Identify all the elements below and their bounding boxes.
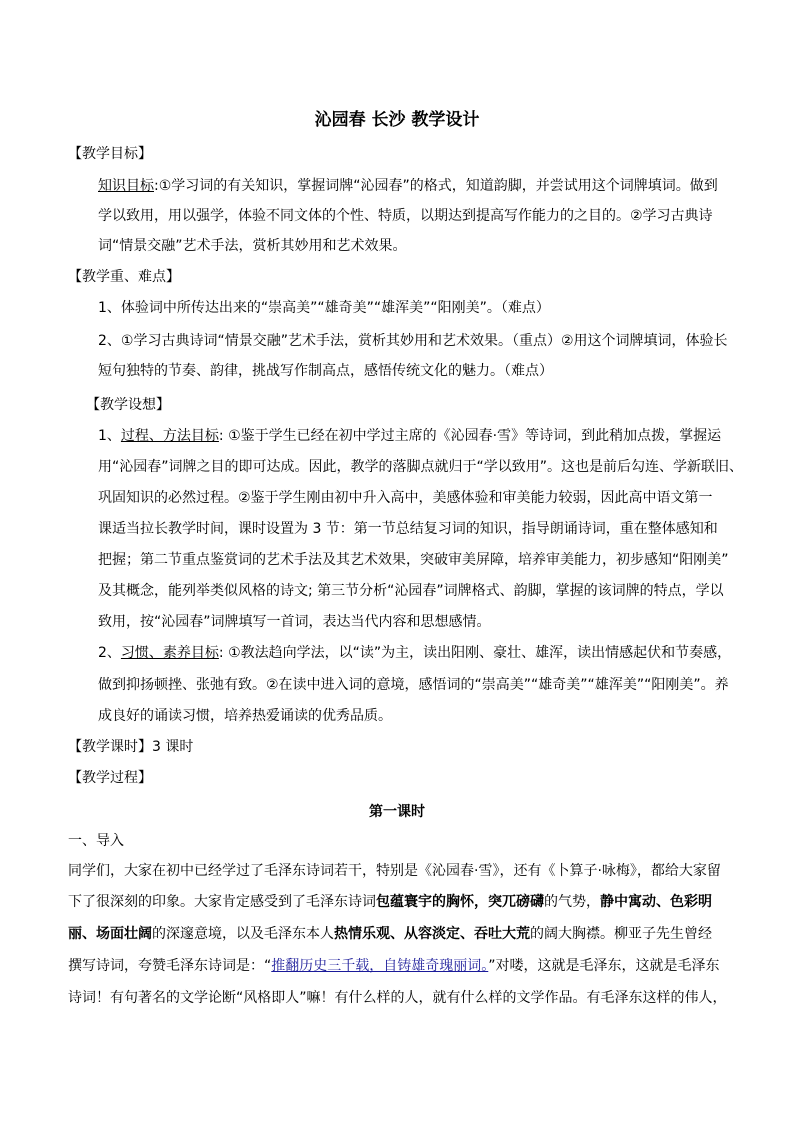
section-heading-hours: 【教学课时】3 课时: [68, 739, 194, 755]
design-1-prefix: 1、: [98, 428, 121, 444]
intro-bold-text: 热情乐观、从容淡定、吞吐大荒: [334, 926, 530, 942]
design-2-text: : ①教法趋向学法，以“读”为主，读出阳刚、豪壮、雄浑，读出情感起伏和节奏感，: [218, 645, 732, 661]
intro-heading: 一、导入: [68, 833, 124, 849]
section-heading-design: 【教学设想】: [86, 397, 170, 413]
intro-line-4: [68, 957, 720, 975]
intro-text: 下了很深刻的印象。大家肯定感受到了毛泽东诗词: [68, 894, 376, 910]
intro-text: 的阔大胸襟。柳亚子先生曾经: [530, 926, 712, 942]
intro-text: 撰写诗词，夸赞毛泽东诗词是：“: [68, 958, 272, 974]
design-1-line-1: [98, 427, 721, 445]
goals-line-3: 词“情景交融”艺术手法，赏析其妙用和艺术效果。: [98, 238, 407, 254]
goals-line-2: 学以致用，用以强学，体验不同文体的个性、特质，以期达到提高写作能力的之目的。②学习古典诗: [98, 208, 713, 224]
design-2-prefix: 2、: [98, 645, 121, 661]
intro-text: ”对喽，这就是毛泽东，这就是毛泽东: [488, 958, 720, 974]
key-point-1: 1、体验词中所传达出来的“崇高美”“雄奇美”“雄浑美”“阳刚美”。（难点）: [98, 300, 550, 316]
goals-label: 知识目标: [98, 178, 154, 194]
key-point-2-line-1: 2、①学习古典诗词“情景交融”艺术手法，赏析其妙用和艺术效果。（重点）②用这个词牌填词，体验长: [98, 333, 728, 349]
design-2-line-2: 做到抑扬顿挫、张弛有致。②在读中进入词的意境，感悟词的“崇高美”“雄奇美”“雄浑美”“阳刚美”。养: [98, 677, 729, 693]
intro-line-1: 同学们，大家在初中已经学过了毛泽东诗词若干，特别是《沁园春·雪》，还有《卜算子·咏梅》，都给大家留: [68, 863, 721, 879]
document-title: 沁园春 长沙 教学设计: [314, 110, 480, 130]
intro-quote-link[interactable]: 推翻历史三千载，自铸雄奇瑰丽词。: [271, 958, 489, 974]
design-1-line-5: 把握；第二节重点鉴赏词的艺术手法及其艺术效果，突破审美屏障，培养审美能力，初步感知“阳刚美”: [98, 552, 729, 568]
section-heading-goals: 【教学目标】: [68, 146, 152, 162]
design-1-label: 过程、方法目标: [120, 428, 219, 444]
intro-bold-text: 丽、场面壮阔: [68, 926, 152, 942]
design-1-line-6: 及其概念，能列举类似风格的诗文; 第三节分析“沁园春”词牌格式、韵脚，掌握的该词牌的特点，学以: [98, 583, 724, 599]
goals-line-1: [98, 177, 718, 195]
goals-text: :①学习词的有关知识，掌握词牌“沁园春”的格式，知道韵脚，并尝试用这个词牌填词。做到: [154, 178, 718, 194]
design-1-line-4: 课适当拉长教学时间，课时设置为 3 节：第一节总结复习词的知识，指导朗诵诗词，重在整体感知和: [98, 521, 718, 537]
design-2-label: 习惯、素养目标: [120, 645, 219, 661]
lesson-heading: 第一课时: [369, 804, 425, 820]
intro-bold-text: 静中寓动、色彩明: [600, 894, 712, 910]
design-2-line-3: 成良好的诵读习惯，培养热爱诵读的优秀品质。: [98, 708, 392, 724]
intro-line-2: [68, 893, 712, 911]
design-1-line-2: 用“沁园春”词牌之目的即可达成。因此，教学的落脚点就归于“学以致用”。这也是前后勾连、学新联旧、: [98, 459, 744, 475]
design-2-line-1: [98, 644, 731, 662]
intro-text: 的气势，: [544, 894, 600, 910]
design-1-text: : ①鉴于学生已经在初中学过主席的《沁园春·雪》等诗词，到此稍加点拨，掌握运: [218, 428, 722, 444]
section-heading-process: 【教学过程】: [68, 770, 152, 786]
design-1-line-7: 致用，按“沁园春”词牌填写一首词，表达当代内容和思想感情。: [98, 614, 491, 630]
design-1-line-3: 巩固知识的必然过程。②鉴于学生刚由初中升入高中，美感体验和审美能力较弱，因此高中语文第一: [98, 490, 713, 506]
section-heading-key-points: 【教学重、难点】: [68, 269, 180, 285]
intro-text: 的深邃意境，以及毛泽东本人: [152, 926, 334, 942]
key-point-2-line-2: 短句独特的节奏、韵律，挑战写作制高点，感悟传统文化的魅力。（难点）: [98, 363, 553, 379]
intro-line-5: 诗词！有句著名的文学论断“风格即人”嘛！有什么样的人，就有什么样的文学作品。有毛泽东这样的伟人，: [68, 990, 727, 1006]
intro-line-3: [68, 925, 712, 943]
intro-bold-text: 包蕴寰宇的胸怀，突兀磅礴: [376, 894, 544, 910]
